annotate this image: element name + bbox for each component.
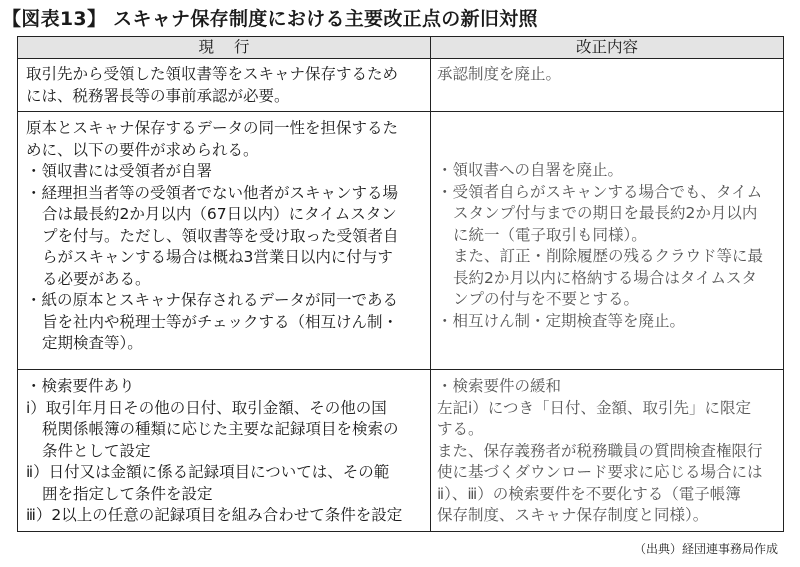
text-line: には、税務署長等の事前承認が必要。 <box>26 86 290 105</box>
text-line: ・紙の原本とスキャナ保存されるデータが同一である <box>26 291 399 310</box>
text-line: ・相互けん制・定期検査等を廃止。 <box>437 311 686 330</box>
text-line: ・経理担当者等の受領者でない他者がスキャンする場 <box>26 183 399 202</box>
paragraph <box>437 246 777 311</box>
text-line: 左記ⅰ）につき「日付、金額、取引先」に限定 <box>437 398 751 417</box>
text-line: 税関係帳簿の種類に応じた主要な記録項目を検索の <box>42 420 399 439</box>
text-line: ⅱ）日付又は金額に係る記録項目については、その範 <box>26 463 390 482</box>
text-line: ・領収書には受領者が自署 <box>26 162 213 181</box>
text-line: ・領収書への自署を廃止。 <box>437 161 624 180</box>
text-line: ・検索要件の緩和 <box>437 377 562 396</box>
text-line: 長約2か月以内に格納する場合はタイムスタ <box>453 268 758 287</box>
text-line: する。 <box>437 420 484 439</box>
list-item <box>26 505 424 527</box>
cell-revised-integrity <box>431 112 784 370</box>
table-row <box>18 370 784 532</box>
bullet-item <box>26 290 424 355</box>
text-line: また、訂正・削除履歴の残るクラウド等に最 <box>453 247 764 266</box>
text-line: 使に基づくダウンロード要求に応じる場合には <box>437 463 763 482</box>
bullet-item <box>26 161 424 183</box>
text-line: 承認制度を廃止。 <box>437 65 562 84</box>
table-row <box>18 59 784 112</box>
text-line: ⅱ）、ⅲ）の検索要件を不要化する（電子帳簿 <box>437 484 741 503</box>
header-row <box>18 37 784 59</box>
cell-revised-search <box>431 370 784 532</box>
text-line: ンプの付与を不要とする。 <box>453 290 640 309</box>
header-current: 現行 <box>18 37 431 59</box>
figure-title: 【図表13】 スキャナ保存制度における主要改正点の新旧対照 <box>2 8 538 30</box>
header-revised: 改正内容 <box>431 37 784 59</box>
source-note: （出典）経団連事務局作成 <box>633 542 778 556</box>
text-line: 保存制度、スキャナ保存制度と同様）。 <box>437 506 709 525</box>
text-line: らがスキャンする場合は概ね3営業日以内に付与す <box>42 248 393 267</box>
text-line: 旨を社内や税理士等がチェックする（相互けん制・ <box>42 312 399 331</box>
text-line: 囲を指定して条件を設定 <box>42 484 213 503</box>
table-row <box>18 112 784 370</box>
cell-current-approval <box>18 59 431 112</box>
text-line: ⅲ）2以上の任意の記録項目を組み合わせて条件を設定 <box>26 506 403 525</box>
text-line: また、保存義務者が税務職員の質問検査権限行 <box>437 441 763 460</box>
list-item <box>26 398 424 463</box>
list-item <box>26 462 424 505</box>
text-line: 定期検査等）。 <box>42 334 143 353</box>
bullet-item <box>437 160 777 182</box>
text-line: 原本とスキャナ保存するデータの同一性を担保するた <box>26 119 399 138</box>
text-line: ⅰ）取引年月日その他の日付、取引金額、その他の国 <box>26 398 387 417</box>
text-line: プを付与。ただし、領収書等を受け取った受領者自 <box>42 226 399 245</box>
bullet-item <box>437 311 777 333</box>
text-line: スタンプ付与までの期日を最長約2か月以内 <box>453 204 758 223</box>
text-line: に統一（電子取引も同様）。 <box>453 225 647 244</box>
text-line: ・検索要件あり <box>26 377 135 396</box>
cell-revised-approval <box>431 59 784 112</box>
cell-current-search <box>18 370 431 532</box>
cell-current-integrity <box>18 112 431 370</box>
text-line: 取引先から受領した領収書等をスキャナ保存するため <box>26 65 399 84</box>
bullet-item <box>437 182 777 247</box>
text-line: 条件として設定 <box>42 441 151 460</box>
text-line: る必要がある。 <box>42 269 151 288</box>
text-line: 合は最長約2か月以内（67日以内）にタイムスタン <box>42 205 397 224</box>
comparison-table <box>17 36 784 532</box>
bullet-item <box>26 183 424 291</box>
text-line: めに、以下の要件が求められる。 <box>26 140 259 159</box>
text-line: ・受領者自らがスキャンする場合でも、タイム <box>437 182 763 201</box>
